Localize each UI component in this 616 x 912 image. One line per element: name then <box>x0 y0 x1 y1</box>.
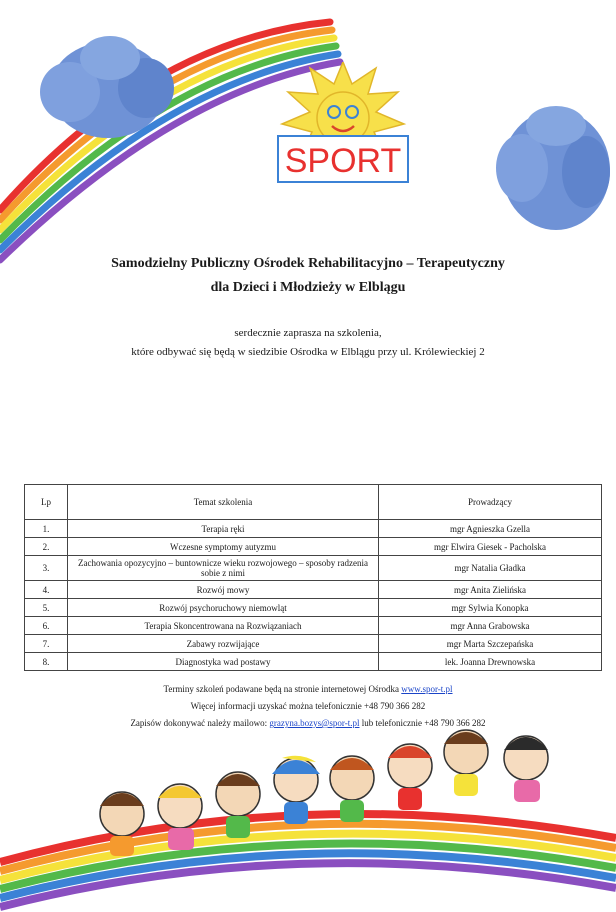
child-icon <box>444 730 488 796</box>
footer-schedule-info <box>0 684 616 694</box>
row-number: 5. <box>25 599 68 617</box>
column-header-lp: Lp <box>25 485 68 520</box>
row-lead: mgr Sylwia Konopka <box>379 599 602 617</box>
institution-name-line1: Samodzielny Publiczny Ośrodek Rehabilitacyjno – Terapeutyczny <box>111 256 505 271</box>
table-row <box>25 538 602 556</box>
row-lead: lek. Joanna Drewnowska <box>379 653 602 671</box>
row-topic: Zabawy rozwijające <box>68 635 379 653</box>
email-link[interactable]: grazyna.bozys@spor-t.pl <box>269 718 360 728</box>
logo-text: SPORT <box>284 142 402 180</box>
child-icon <box>504 736 548 802</box>
row-lead: mgr Natalia Gładka <box>379 556 602 581</box>
row-number: 7. <box>25 635 68 653</box>
table-row <box>25 556 602 581</box>
invitation-line1: serdecznie zaprasza na szkolenia, <box>234 327 382 339</box>
training-table <box>24 484 602 671</box>
footer-phone-info: Więcej informacji uzyskać można telefonicznie +48 790 366 282 <box>190 701 426 711</box>
table-row <box>25 635 602 653</box>
row-lead: mgr Marta Szczepańska <box>379 635 602 653</box>
footer-signup-text: Zapisów dokonywać należy mailowo: <box>130 718 270 728</box>
child-icon <box>388 744 432 810</box>
row-topic: Terapia Skoncentrowana na Rozwiązaniach <box>68 617 379 635</box>
bottom-rainbow <box>0 814 616 907</box>
invitation-text <box>0 324 616 362</box>
row-number: 4. <box>25 581 68 599</box>
table-row <box>25 653 602 671</box>
row-number: 6. <box>25 617 68 635</box>
row-topic: Terapia ręki <box>68 520 379 538</box>
row-topic: Wczesne symptomy autyzmu <box>68 538 379 556</box>
row-number: 1. <box>25 520 68 538</box>
table-row <box>25 520 602 538</box>
footer-signup-info <box>0 718 616 728</box>
row-lead: mgr Agnieszka Gzella <box>379 520 602 538</box>
column-header-topic: Temat szkolenia <box>68 485 379 520</box>
row-number: 3. <box>25 556 68 581</box>
row-topic: Zachowania opozycyjno – buntownicze wieku rozwojowego – sposoby radzenia sobie z nimi <box>68 556 379 581</box>
row-topic: Rozwój mowy <box>68 581 379 599</box>
footer-schedule-text: Terminy szkoleń podawane będą na stronie internetowej Ośrodka <box>163 684 402 694</box>
row-number: 8. <box>25 653 68 671</box>
row-lead: mgr Anna Grabowska <box>379 617 602 635</box>
institution-name <box>0 252 616 300</box>
institution-name-line2: dla Dzieci i Młodzieży w Elblągu <box>210 280 406 295</box>
row-lead: mgr Elwira Giesek - Pacholska <box>379 538 602 556</box>
row-topic: Rozwój psychoruchowy niemowląt <box>68 599 379 617</box>
table-header-row <box>25 485 602 520</box>
table-row <box>25 581 602 599</box>
row-lead: mgr Anita Zielińska <box>379 581 602 599</box>
row-number: 2. <box>25 538 68 556</box>
footer-signup-tail: lub telefonicznie +48 790 366 282 <box>359 718 486 728</box>
cloud-right-icon <box>496 106 610 230</box>
column-header-lead: Prowadzący <box>379 485 602 520</box>
table-row <box>25 599 602 617</box>
row-topic: Diagnostyka wad postawy <box>68 653 379 671</box>
table-row <box>25 617 602 635</box>
invitation-line2: które odbywać się będą w siedzibie Ośrodka w Elblągu przy ul. Królewieckiej 2 <box>131 346 485 358</box>
sport-logo <box>268 62 418 190</box>
website-link[interactable]: www.spor-t.pl <box>401 684 453 694</box>
